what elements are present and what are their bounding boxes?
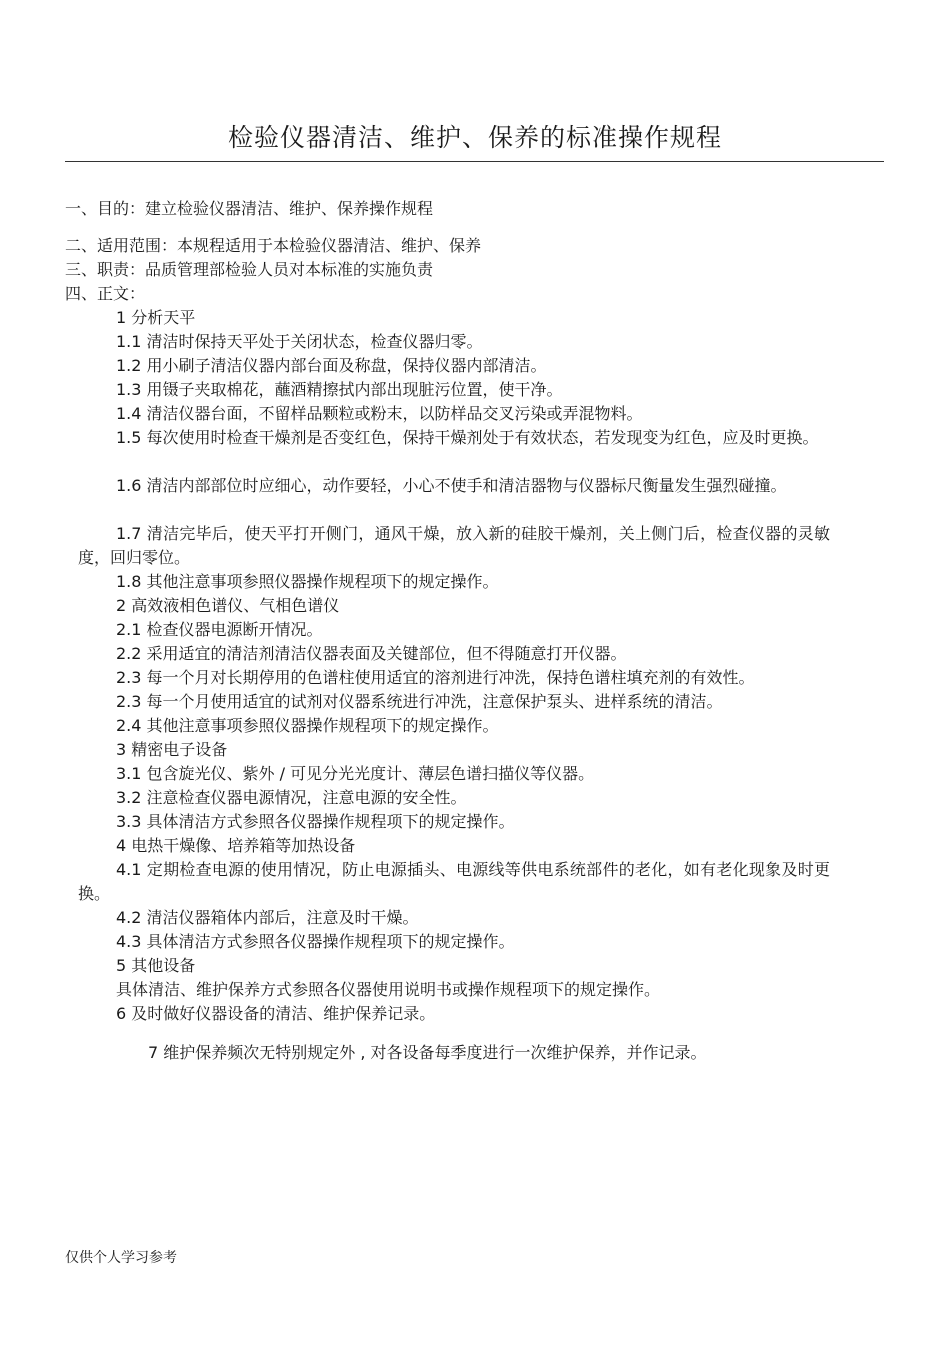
section-scope: 二、适用范围：本规程适用于本检验仪器清洁、维护、保养 xyxy=(65,236,482,255)
frequency-note: 7 维护保养频次无特别规定外 , 对各设备每季度进行一次维护保养，并作记录。 xyxy=(148,1043,707,1062)
list-item: 1.2 用小刷子清洁仪器内部台面及称盘，保持仪器内部清洁。 xyxy=(116,356,547,375)
list-item: 4.1 定期检查电源的使用情况，防止电源插头、电源线等供电系统部件的老化，如有老化现象及时更换。 xyxy=(78,860,830,903)
list-item: 具体清洁、维护保养方式参照各仪器使用说明书或操作规程项下的规定操作。 xyxy=(116,980,661,999)
list-item: 1.8 其他注意事项参照仪器操作规程项下的规定操作。 xyxy=(116,572,499,591)
list-item: 6 及时做好仪器设备的清洁、维护保养记录。 xyxy=(116,1004,436,1023)
list-item: 1.4 清洁仪器台面，不留样品颗粒或粉末，以防样品交叉污染或弄混物料。 xyxy=(116,404,643,423)
heading-chromatograph: 2 高效液相色谱仪、气相色谱仪 xyxy=(116,596,340,615)
list-item: 2.4 其他注意事项参照仪器操作规程项下的规定操作。 xyxy=(116,716,499,735)
list-item: 2.3 每一个月使用适宜的试剂对仪器系统进行冲洗，注意保护泵头、进样系统的清洁。 xyxy=(116,692,723,711)
list-item: 1.1 清洁时保持天平处于关闭状态，检查仪器归零。 xyxy=(116,332,483,351)
section-body: 四、正文： xyxy=(65,284,146,303)
list-item: 1.6 清洁内部部位时应细心，动作要轻，小心不使手和清洁器物与仪器标尺衡量发生强烈碰撞。 xyxy=(116,476,787,495)
list-item: 1.7 清洁完毕后，使天平打开侧门，通风干燥，放入新的硅胶干燥剂，关上侧门后，检查仪器的灵敏度，回归零位。 xyxy=(78,524,830,567)
list-item: 4.2 清洁仪器箱体内部后，注意及时干燥。 xyxy=(116,908,419,927)
heading-electronics: 3 精密电子设备 xyxy=(116,740,228,759)
section-purpose: 一、目的：建立检验仪器清洁、维护、保养操作规程 xyxy=(65,199,434,218)
document-title: 检验仪器清洁、维护、保养的标准操作规程 xyxy=(227,123,722,152)
list-item: 4.3 具体清洁方式参照各仪器操作规程项下的规定操作。 xyxy=(116,932,515,951)
list-item: 1.5 每次使用时检查干燥剂是否变红色，保持干燥剂处于有效状态，若发现变为红色，应及时更换。 xyxy=(116,428,819,447)
footer-note: 仅供个人学习参考 xyxy=(65,1250,177,1266)
section-duty: 三、职责：品质管理部检验人员对本标准的实施负责 xyxy=(65,260,434,279)
list-item: 3.1 包含旋光仪、紫外 / 可见分光光度计、薄层色谱扫描仪等仪器。 xyxy=(116,764,595,783)
title-divider xyxy=(65,161,884,162)
list-item: 3.2 注意检查仪器电源情况，注意电源的安全性。 xyxy=(116,788,467,807)
heading-heating: 4 电热干燥像、培养箱等加热设备 xyxy=(116,836,356,855)
list-item: 2.1 检查仪器电源断开情况。 xyxy=(116,620,323,639)
list-item: 2.2 采用适宜的清洁剂清洁仪器表面及关键部位，但不得随意打开仪器。 xyxy=(116,644,627,663)
heading-other: 5 其他设备 xyxy=(116,956,196,975)
list-item: 1.3 用镊子夹取棉花，蘸酒精擦拭内部出现脏污位置，使干净。 xyxy=(116,380,563,399)
list-item: 2.3 每一个月对长期停用的色谱柱使用适宜的溶剂进行冲洗，保持色谱柱填充剂的有效性。 xyxy=(116,668,755,687)
list-item: 3.3 具体清洁方式参照各仪器操作规程项下的规定操作。 xyxy=(116,812,515,831)
heading-balance: 1 分析天平 xyxy=(116,308,196,327)
